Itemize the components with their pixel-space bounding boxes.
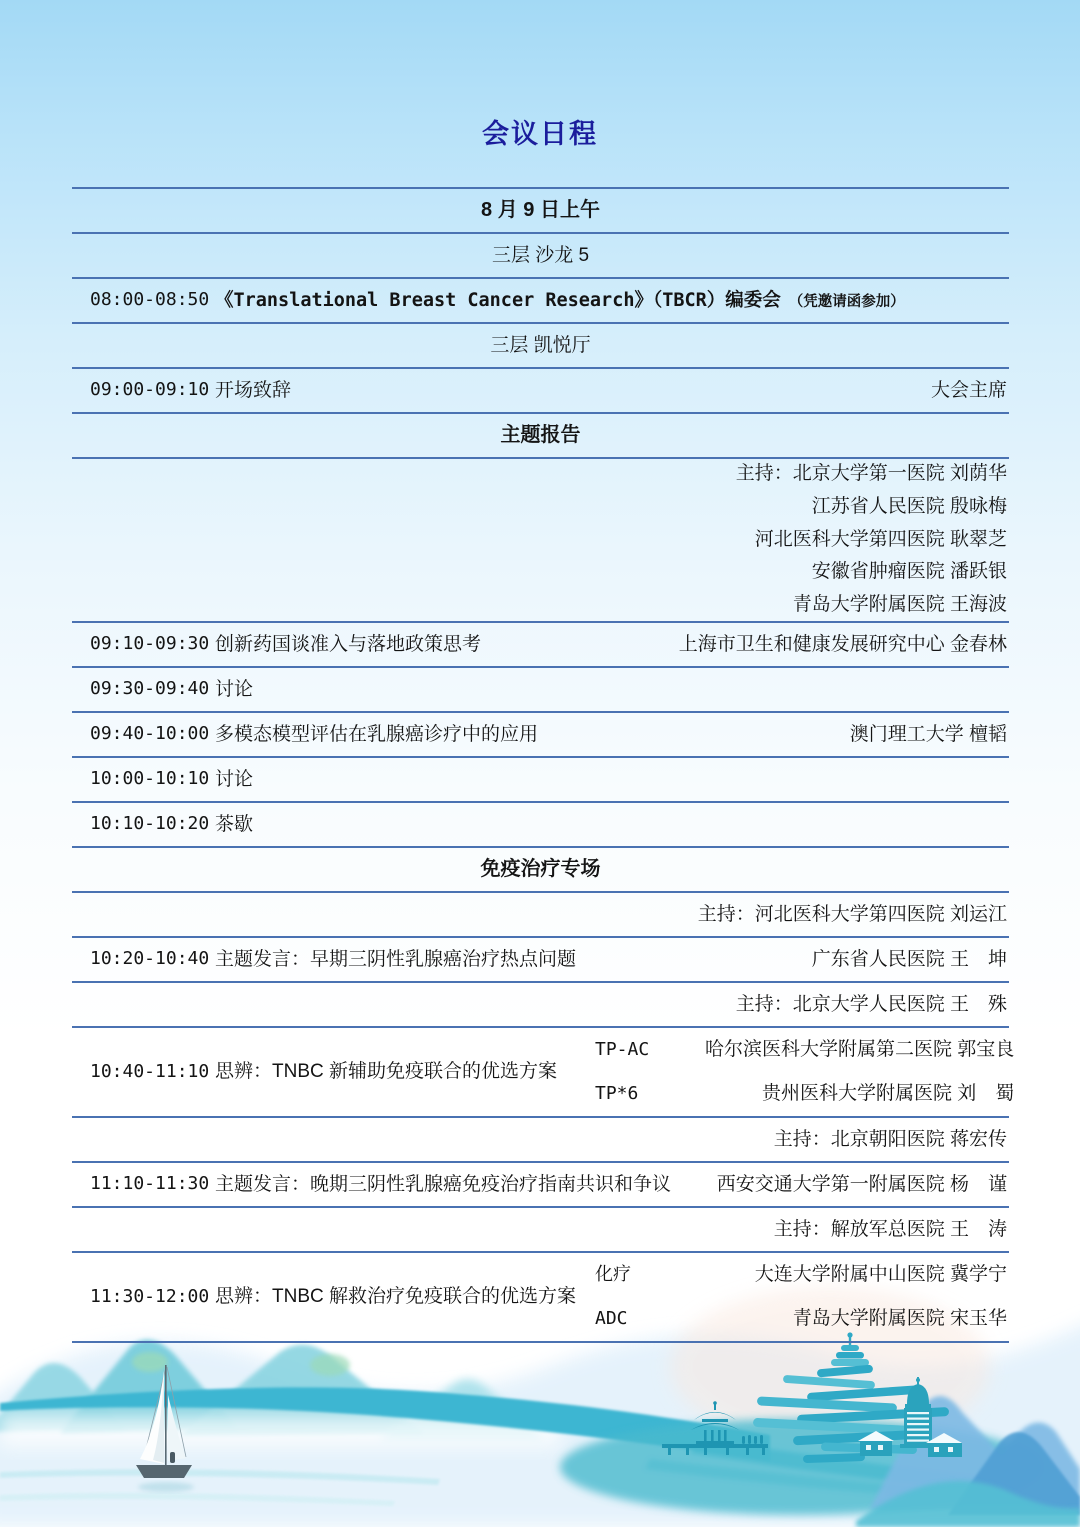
regimen-label: 化疗 bbox=[595, 1263, 631, 1285]
debate-row bbox=[72, 1028, 1015, 1118]
time-cell: 09:00-09:10 bbox=[90, 379, 210, 401]
day-header-row bbox=[72, 189, 1009, 234]
venue-text: 三层 凯悦厅 bbox=[490, 334, 591, 356]
session-title: 创新药国谈准入与落地政策思考 bbox=[215, 633, 482, 655]
hosts-lines bbox=[72, 993, 1009, 1017]
hosts-row bbox=[72, 893, 1009, 938]
time-cell: 09:40-10:00 bbox=[90, 723, 210, 745]
debate-subsessions bbox=[587, 1028, 1016, 1116]
session-row bbox=[72, 279, 1009, 324]
debate-sub-row bbox=[587, 1028, 1016, 1072]
session-title-text: 《Translational Breast Cancer Research》（TBCR）编委会 bbox=[215, 289, 781, 311]
speaker-cell: 广东省人民医院 王 坤 bbox=[811, 948, 1007, 970]
day-header-text: 8 月 9 日上午 bbox=[481, 199, 600, 221]
session-title: 茶歇 bbox=[215, 813, 254, 835]
session-row bbox=[72, 369, 1009, 414]
section-header-text: 主题报告 bbox=[500, 424, 581, 446]
speaker-cell: 澳门理工大学 檀韬 bbox=[849, 723, 1007, 745]
time-cell: 09:30-09:40 bbox=[90, 678, 210, 700]
debate-sub-row bbox=[587, 1253, 1009, 1297]
debate-row bbox=[72, 1253, 1009, 1343]
regimen-label: TP*6 bbox=[595, 1082, 639, 1104]
speaker-cell: 大会主席 bbox=[930, 379, 1007, 401]
session-note: （凭邀请函参加） bbox=[788, 293, 905, 310]
debate-subsessions bbox=[587, 1253, 1009, 1341]
time-cell: 10:20-10:40 bbox=[90, 948, 210, 970]
section-header-row bbox=[72, 848, 1009, 893]
section-header-text: 免疫治疗专场 bbox=[480, 858, 601, 880]
venue-row bbox=[72, 234, 1009, 279]
venue-text: 三层 沙龙 5 bbox=[491, 244, 590, 266]
host-line: 江苏省人民医院 殷咏梅 bbox=[811, 495, 1007, 517]
hosts-row bbox=[72, 1118, 1009, 1163]
session-row bbox=[72, 668, 1009, 713]
session-row bbox=[72, 623, 1009, 668]
time-cell: 11:30-12:00 bbox=[90, 1285, 210, 1307]
session-title: 讨论 bbox=[215, 678, 254, 700]
host-line: 青岛大学附属医院 王海波 bbox=[792, 594, 1007, 616]
hosts-row bbox=[72, 1208, 1009, 1253]
host-line: 主持：北京朝阳医院 蒋宏传 bbox=[773, 1128, 1007, 1150]
speaker-cell: 大连大学附属中山医院 冀学宁 bbox=[754, 1264, 1007, 1286]
session-title: 思辨：TNBC 新辅助免疫联合的优选方案 bbox=[215, 1061, 558, 1083]
host-line: 安徽省肿瘤医院 潘跃银 bbox=[811, 561, 1007, 583]
speaker-cell: 西安交通大学第一附属医院 杨 谨 bbox=[716, 1173, 1007, 1195]
debate-sub-row bbox=[587, 1072, 1016, 1116]
session-title: 思辨：TNBC 解救治疗免疫联合的优选方案 bbox=[215, 1286, 577, 1308]
time-cell: 10:40-11:10 bbox=[90, 1060, 210, 1082]
host-line: 主持：解放军总医院 王 涛 bbox=[773, 1218, 1007, 1240]
regimen-label: ADC bbox=[595, 1307, 628, 1329]
speaker-cell: 上海市卫生和健康发展研究中心 金春林 bbox=[678, 633, 1007, 655]
speaker-cell: 哈尔滨医科大学附属第二医院 郭宝良 bbox=[705, 1039, 1015, 1061]
session-title: 主题发言：晚期三阴性乳腺癌免疫治疗指南共识和争议 bbox=[215, 1173, 672, 1195]
section-header-row bbox=[72, 414, 1009, 459]
hosts-row bbox=[72, 459, 1009, 623]
session-title: 讨论 bbox=[215, 768, 254, 790]
time-cell: 08:00-08:50 bbox=[90, 289, 210, 311]
session-title bbox=[215, 289, 1009, 312]
hosts-lines bbox=[72, 458, 1009, 622]
session-title: 主题发言：早期三阴性乳腺癌治疗热点问题 bbox=[215, 948, 577, 970]
hosts-lines bbox=[72, 1128, 1009, 1152]
time-cell: 09:10-09:30 bbox=[90, 633, 210, 655]
session-title: 多模态模型评估在乳腺癌诊疗中的应用 bbox=[215, 723, 539, 745]
host-line: 主持：北京大学人民医院 王 殊 bbox=[735, 993, 1007, 1015]
speaker-cell: 青岛大学附属医院 宋玉华 bbox=[792, 1308, 1007, 1330]
debate-sub-row bbox=[587, 1297, 1009, 1341]
session-title: 开场致辞 bbox=[215, 379, 292, 401]
host-line: 主持：北京大学第一医院 刘荫华 bbox=[735, 463, 1007, 485]
hosts-lines bbox=[72, 903, 1009, 927]
session-row bbox=[72, 758, 1009, 803]
session-row bbox=[72, 713, 1009, 758]
session-row bbox=[72, 1163, 1009, 1208]
page-title: 会议日程 bbox=[482, 119, 598, 149]
time-cell: 10:10-10:20 bbox=[90, 813, 210, 835]
session-row bbox=[72, 938, 1009, 983]
speaker-cell: 贵州医科大学附属医院 刘 蜀 bbox=[762, 1083, 1015, 1105]
session-row bbox=[72, 803, 1009, 848]
regimen-label: TP-AC bbox=[595, 1038, 650, 1060]
time-cell: 11:10-11:30 bbox=[90, 1173, 210, 1195]
agenda-table bbox=[72, 187, 1015, 1343]
host-line: 河北医科大学第四医院 耿翠芝 bbox=[754, 528, 1007, 550]
venue-row bbox=[72, 324, 1009, 369]
hosts-lines bbox=[72, 1218, 1009, 1242]
host-line: 主持：河北医科大学第四医院 刘运江 bbox=[697, 903, 1007, 925]
hosts-row bbox=[72, 983, 1009, 1028]
time-cell: 10:00-10:10 bbox=[90, 768, 210, 790]
